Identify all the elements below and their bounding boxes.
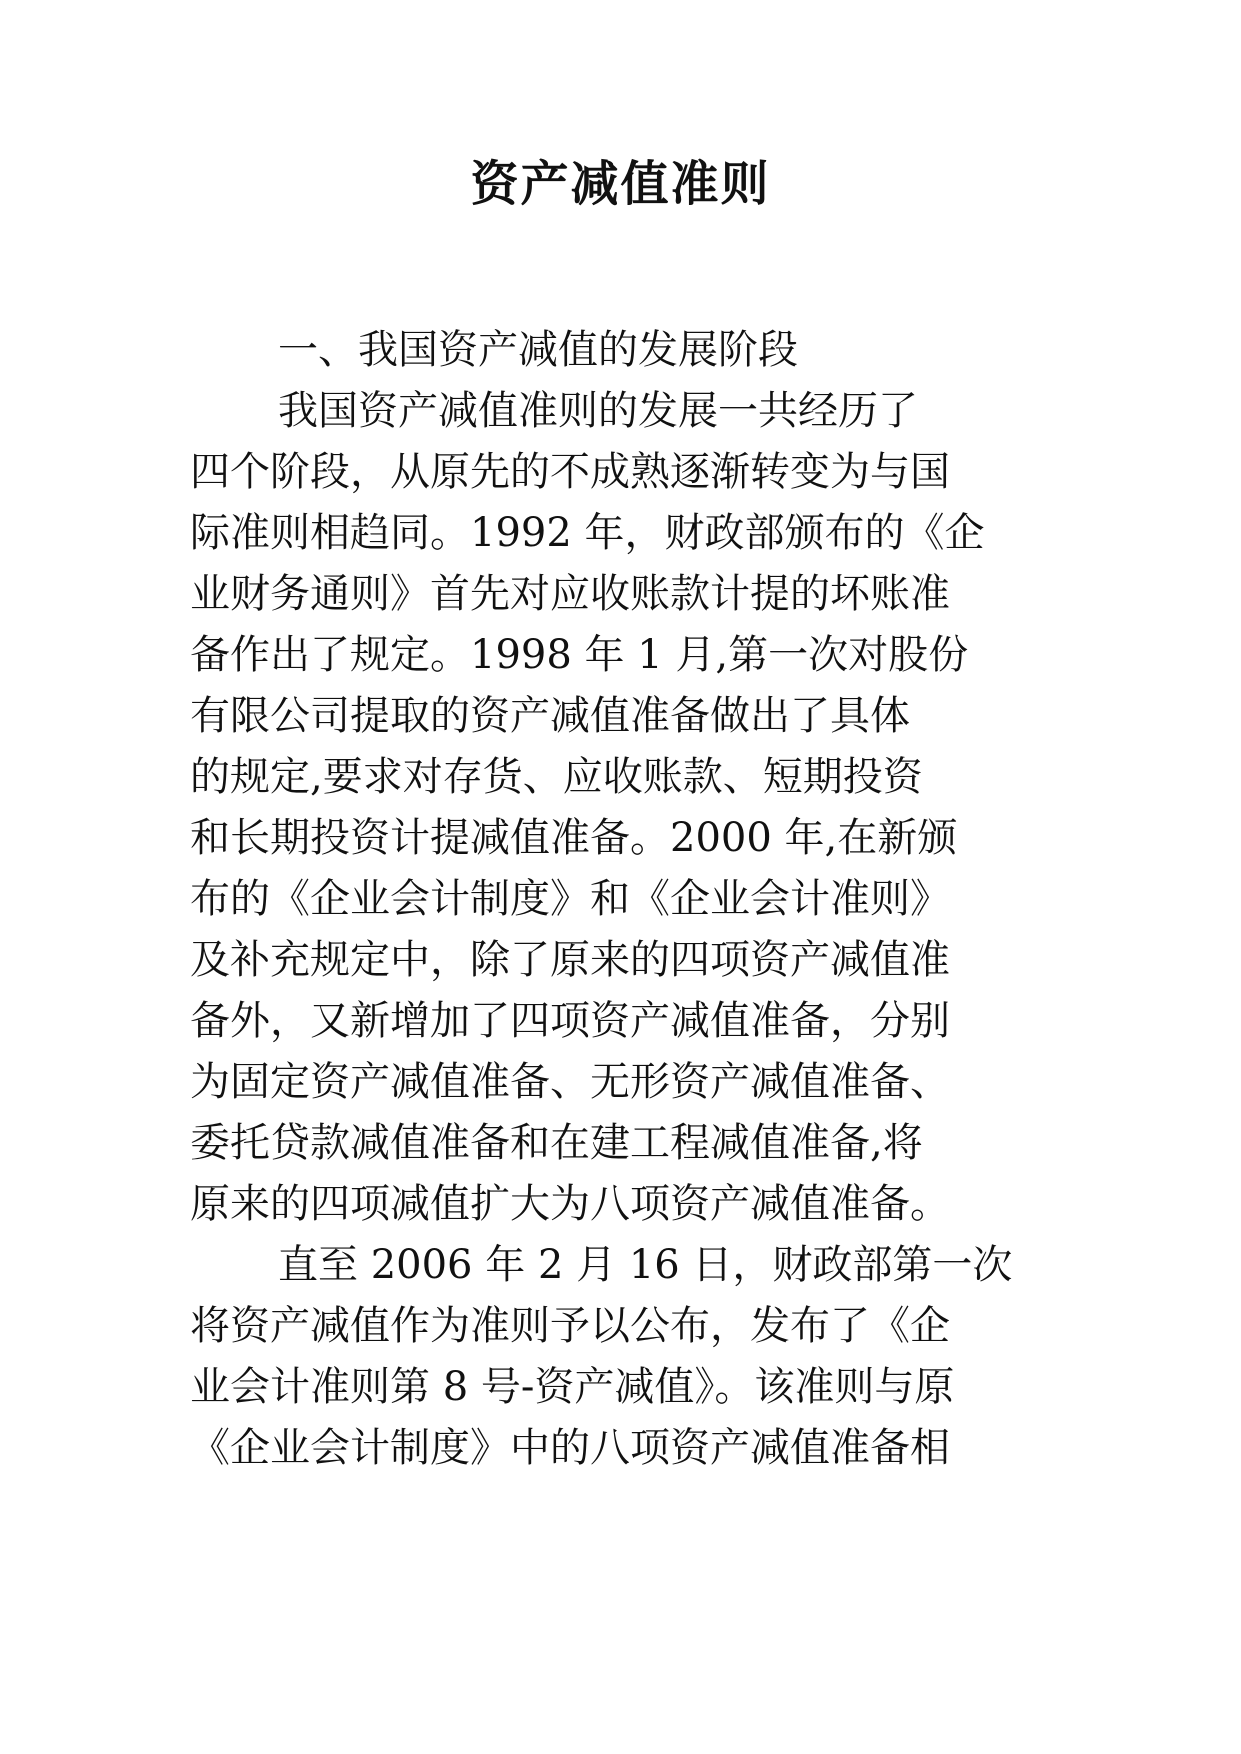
paragraph-line: 《企业会计制度》中的八项资产减值准备相	[190, 1425, 950, 1471]
paragraph-line: 原来的四项减值扩大为八项资产减值准备。	[190, 1181, 950, 1227]
paragraph-line: 业会计准则第 8 号-资产减值》。该准则与原	[190, 1364, 955, 1410]
paragraph-line: 备作出了规定。1998 年 1 月,第一次对股份	[190, 632, 969, 678]
paragraph-line: 及补充规定中，除了原来的四项资产减值准	[190, 937, 950, 983]
paragraph-line: 和长期投资计提减值准备。2000 年,在新颁	[190, 815, 958, 861]
paragraph-line: 际准则相趋同。1992 年，财政部颁布的《企	[190, 510, 985, 556]
document-body	[190, 320, 1070, 1479]
paragraph-line: 直至 2006 年 2 月 16 日，财政部第一次	[278, 1242, 1013, 1288]
paragraph-line: 业财务通则》首先对应收账款计提的坏账准	[190, 571, 950, 617]
paragraph-line: 委托贷款减值准备和在建工程减值准备,将	[190, 1120, 923, 1166]
paragraph-line: 布的《企业会计制度》和《企业会计准则》	[190, 876, 950, 922]
document-title: 资产减值准则	[470, 156, 771, 212]
paragraph-line: 有限公司提取的资产减值准备做出了具体	[190, 693, 910, 739]
paragraph-line: 四个阶段，从原先的不成熟逐渐转变为与国	[190, 449, 950, 495]
paragraph-line: 备外，又新增加了四项资产减值准备，分别	[190, 998, 950, 1044]
section-heading: 一、我国资产减值的发展阶段	[278, 327, 798, 373]
paragraph-line: 为固定资产减值准备、无形资产减值准备、	[190, 1059, 950, 1105]
paragraph-line: 将资产减值作为准则予以公布，发布了《企	[190, 1303, 950, 1349]
paragraph-line: 我国资产减值准则的发展一共经历了	[278, 388, 918, 434]
paragraph-line: 的规定,要求对存货、应收账款、短期投资	[190, 754, 923, 800]
